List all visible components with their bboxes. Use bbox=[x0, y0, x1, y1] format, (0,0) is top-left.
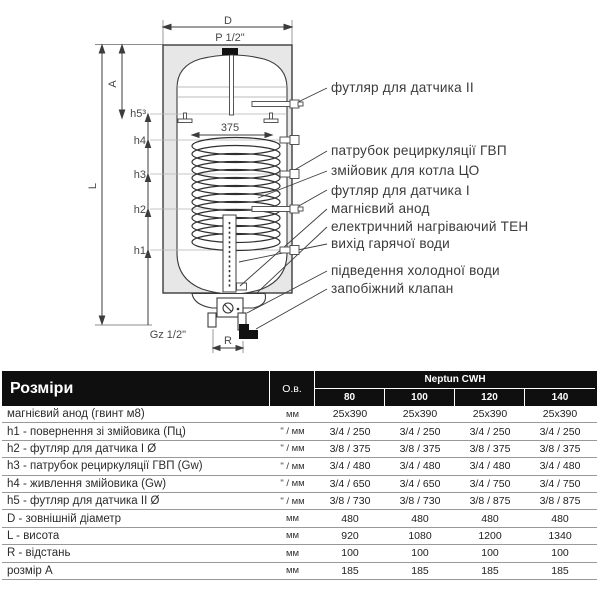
safety-valve bbox=[239, 324, 258, 339]
table-row: h5 - футляр для датчика II Ø " / мм 3/8 / 730 3/8 / 730 3/8 / 875 3/8 / 875 bbox=[2, 493, 597, 510]
dim-h4-label: h4 bbox=[133, 135, 146, 147]
row-label: D - зовнішній діаметр bbox=[7, 512, 122, 525]
model-header-120: 120 bbox=[455, 389, 525, 406]
table-row: магнієвий анод (гвинт м8) мм 25x390 25x390 25x390 25x390 bbox=[2, 406, 597, 423]
model-header-140: 140 bbox=[551, 392, 569, 403]
row-label: h3 - патрубок рециркуляції ГВП (Gw) bbox=[7, 460, 203, 473]
callout-hot-water-outlet: вихід гарячої води bbox=[331, 236, 450, 251]
dim-375-label: 375 bbox=[220, 122, 240, 134]
anode-rod bbox=[230, 55, 234, 115]
callout-sensor-sleeve-2: футляр для датчика II bbox=[331, 80, 474, 95]
row-label: магнієвий анод (гвинт м8) bbox=[7, 408, 145, 421]
table-row: D - зовнішній діаметр мм 480 480 480 480 bbox=[2, 510, 597, 527]
table-row: h3 - патрубок рециркуляції ГВП (Gw) " / мм 3/4 / 480 3/4 / 480 3/4 / 480 3/4 / 480 bbox=[2, 458, 597, 475]
row-label: h2 - футляр для датчика I Ø bbox=[7, 442, 157, 455]
dim-R-label: R bbox=[224, 335, 232, 347]
model-header-100: 100 bbox=[385, 389, 455, 406]
dim-h3-label: h3 bbox=[133, 169, 146, 181]
table-row: h4 - живлення змійовика (Gw) " / мм 3/4 / 650 3/4 / 650 3/4 / 750 3/4 / 750 bbox=[2, 476, 597, 493]
row-unit: " / мм bbox=[280, 460, 305, 472]
row-unit: " / мм bbox=[280, 478, 305, 490]
row-unit: мм bbox=[285, 565, 300, 577]
callout-sensor-sleeve-1: футляр для датчика I bbox=[331, 183, 470, 198]
top-cap bbox=[222, 48, 238, 55]
cold-water-stub bbox=[208, 313, 216, 327]
dim-h2-label: h2 bbox=[133, 204, 146, 216]
row-label: h4 - живлення змійовика (Gw) bbox=[7, 477, 167, 490]
callout-electric-heater: електричний нагріваючий ТЕН bbox=[331, 219, 529, 234]
table-row: L - висота мм 920 1080 1200 1340 bbox=[2, 528, 597, 545]
row-unit: мм bbox=[285, 530, 300, 542]
table-row: розмір A мм 185 185 185 185 bbox=[2, 563, 597, 580]
row-label: R - відстань bbox=[7, 547, 71, 560]
callout-cold-water-inlet: підведення холодної води bbox=[331, 263, 500, 278]
row-label: h1 - повернення зі змійовика (Пц) bbox=[7, 425, 186, 438]
table-row: h1 - повернення зі змійовика (Пц) " / мм 3/4 / 250 3/4 / 250 3/4 / 250 3/4 / 250 bbox=[2, 423, 597, 440]
row-unit: " / мм bbox=[280, 495, 305, 507]
dim-h1-label: h1 bbox=[133, 245, 146, 257]
row-unit: мм bbox=[285, 513, 300, 525]
dim-D-label: D bbox=[224, 15, 232, 27]
row-unit: " / мм bbox=[280, 443, 305, 455]
row-label: розмір A bbox=[7, 564, 53, 577]
dim-Gz-label: Gz 1/2" bbox=[149, 329, 186, 341]
callout-recirculation-port: патрубок рециркуляції ГВП bbox=[331, 143, 507, 158]
series-header: Neptun CWH bbox=[315, 371, 595, 389]
dim-P-label: P 1/2" bbox=[215, 32, 245, 44]
dim-A-label: A bbox=[107, 80, 119, 88]
model-header-80: 80 bbox=[315, 389, 385, 406]
table-row: h2 - футляр для датчика I Ø " / мм 3/8 / 375 3/8 / 375 3/8 / 375 3/8 / 375 bbox=[2, 441, 597, 458]
row-unit: мм bbox=[285, 547, 300, 559]
row-unit: " / мм bbox=[280, 426, 305, 438]
row-label: h5 - футляр для датчика II Ø bbox=[7, 495, 160, 508]
table-title: Розміри bbox=[2, 371, 270, 406]
callout-safety-valve: запобіжний клапан bbox=[331, 281, 454, 296]
table-header bbox=[2, 371, 597, 406]
anode-mount bbox=[237, 283, 247, 290]
row-label: L - висота bbox=[7, 529, 60, 542]
table-row: R - відстань мм 100 100 100 100 bbox=[2, 545, 597, 562]
dim-h5-label: h5³ bbox=[130, 108, 146, 120]
callout-boiler-coil: змійовик для котла ЦО bbox=[331, 163, 480, 178]
callout-magnesium-anode: магнієвий анод bbox=[331, 201, 430, 216]
row-unit: мм bbox=[285, 408, 300, 420]
unit-column-header: О.в. bbox=[270, 371, 315, 406]
dim-L-label: L bbox=[87, 182, 99, 190]
dimensions-table bbox=[2, 371, 597, 580]
